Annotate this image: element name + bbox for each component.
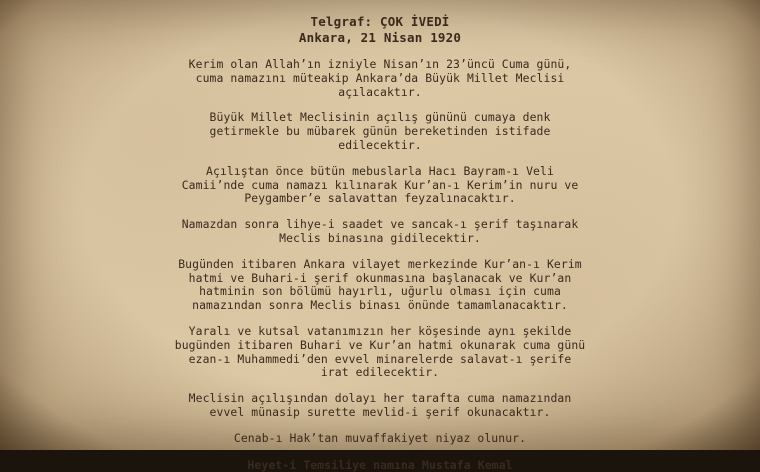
telegram-place-date-line: Ankara, 21 Nisan 1920 [298,30,462,45]
paragraph-friday-blessing: Büyük Millet Meclisinin açılış gününü cumaya denk getirmekle bu mübarek günün bereketinden istifade edilecektir. [209,110,551,152]
paragraph-closing-prayer: Cenab-ı Hak’tan muvaffakiyet niyaz olunur. [233,430,527,445]
telegram-header [34,14,726,46]
paragraph-nationwide-recitation: Yaralı ve kutsal vatanımızın her köşesinde aynı şekilde bugünden itibaren Buhari ve Kur’an hatmi okunarak cuma günü ezan-ı Muhammedi’den evvel minarelerde salavat-ı şerife irat edilecektir. [174,323,586,380]
telegram-urgency-line: Telgraf: ÇOK İVEDİ [310,14,450,29]
paragraph-hacibayram-prayer: Açılıştan önce bütün mebuslarla Hacı Bayram-ı Veli Camii’nde cuma namazı kılınarak Kur’an-ı Kerim’in nuru ve Peygamber’e salavattan feyzalınacaktır. [181,163,579,206]
paragraph-mevlid: Meclisin açılışından dolayı her tarafta cuma namazından evvel münasip surette mevlid-i şerif okunacaktır. [188,391,572,419]
paragraph-procession: Namazdan sonra lihye-i saadet ve sancak-ı şerif taşınarak Meclis binasına gidilecektir. [181,217,579,245]
paragraph-opening: Kerim olan Allah’ın izniyle Nisan’ın 23’üncü Cuma günü, cuma namazını müteakip Ankara’da Büyük Millet Meclisi açılacaktır. [188,57,572,99]
signature-line: Heyet-i Temsiliye namına Mustafa Kemal [247,457,513,472]
paragraph-quran-recitation: Bugünden itibaren Ankara vilayet merkezinde Kur’an-ı Kerim hatmi ve Buhari-i şerif okunmasına başlanacak ve Kur’an hatminin son bölümü hayırlı, uğurlu olması için cuma namazından sonra Meclis binası önünde tamamlanacaktır. [178,256,582,313]
